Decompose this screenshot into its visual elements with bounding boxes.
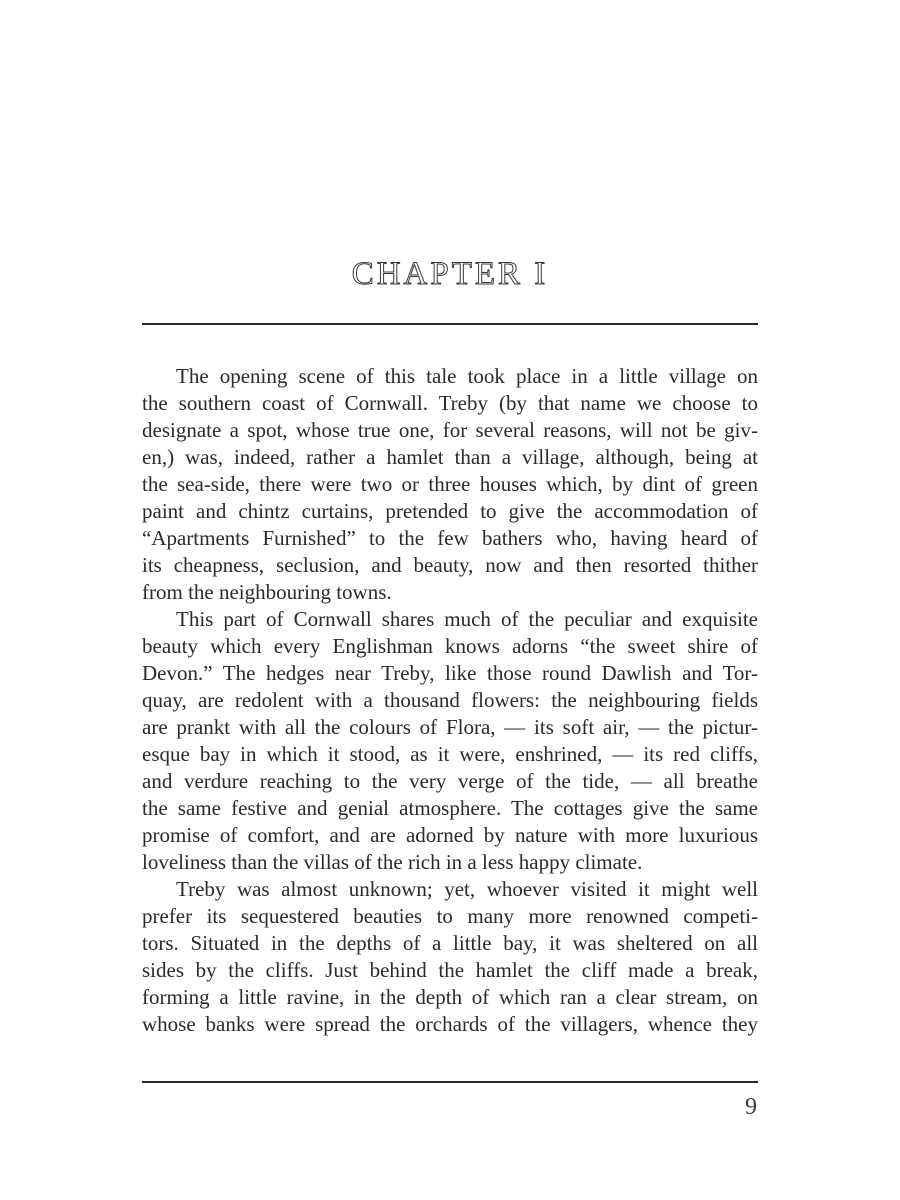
text-line: its cheapness, seclusion, and beauty, now and then resorted thither: [142, 553, 758, 577]
top-rule: [142, 323, 758, 325]
text-line: designate a spot, whose true one, for several reasons, will not be giv-: [142, 418, 758, 442]
bottom-rule: [142, 1081, 758, 1083]
text-line: beauty which every Englishman knows adorns “the sweet shire of: [142, 634, 758, 658]
text-line: promise of comfort, and are adorned by nature with more luxurious: [142, 823, 758, 847]
text-line: en,) was, indeed, rather a hamlet than a village, although, being at: [142, 445, 758, 469]
text-line: This part of Cornwall shares much of the peculiar and exquisite: [176, 607, 758, 631]
text-line: prefer its sequestered beauties to many more renowned competi-: [142, 904, 758, 928]
text-line: and verdure reaching to the very verge of the tide, — all breathe: [142, 769, 758, 793]
text-line: the same festive and genial atmosphere. The cottages give the same: [142, 796, 758, 820]
text-line: are prankt with all the colours of Flora, — its soft air, — the pictur-: [142, 715, 758, 739]
text-line: Devon.” The hedges near Treby, like those round Dawlish and Tor-: [142, 661, 758, 685]
text-line: paint and chintz curtains, pretended to give the accommodation of: [142, 499, 758, 523]
page-number: 9: [745, 1094, 757, 1120]
text-line: The opening scene of this tale took place in a little village on: [176, 364, 758, 388]
body-text: [142, 363, 758, 1038]
text-line: “Apartments Furnished” to the few bathers who, having heard of: [142, 526, 758, 550]
text-line: sides by the cliffs. Just behind the hamlet the cliff made a break,: [142, 958, 758, 982]
text-line: quay, are redolent with a thousand flowers: the neighbouring fields: [142, 688, 758, 712]
text-line: the southern coast of Cornwall. Treby (by that name we choose to: [142, 391, 758, 415]
text-line: Treby was almost unknown; yet, whoever visited it might well: [176, 877, 758, 901]
text-line: forming a little ravine, in the depth of which ran a clear stream, on: [142, 985, 758, 1009]
text-line: esque bay in which it stood, as it were, enshrined, — its red cliffs,: [142, 742, 758, 766]
text-line: from the neighbouring towns.: [142, 580, 392, 604]
text-line: whose banks were spread the orchards of the villagers, whence they: [142, 1012, 758, 1036]
text-line: tors. Situated in the depths of a little bay, it was sheltered on all: [142, 931, 758, 955]
text-line: the sea-side, there were two or three houses which, by dint of green: [142, 472, 758, 496]
text-line: loveliness than the villas of the rich in a less happy climate.: [142, 850, 643, 874]
chapter-title: CHAPTER I: [351, 256, 549, 292]
